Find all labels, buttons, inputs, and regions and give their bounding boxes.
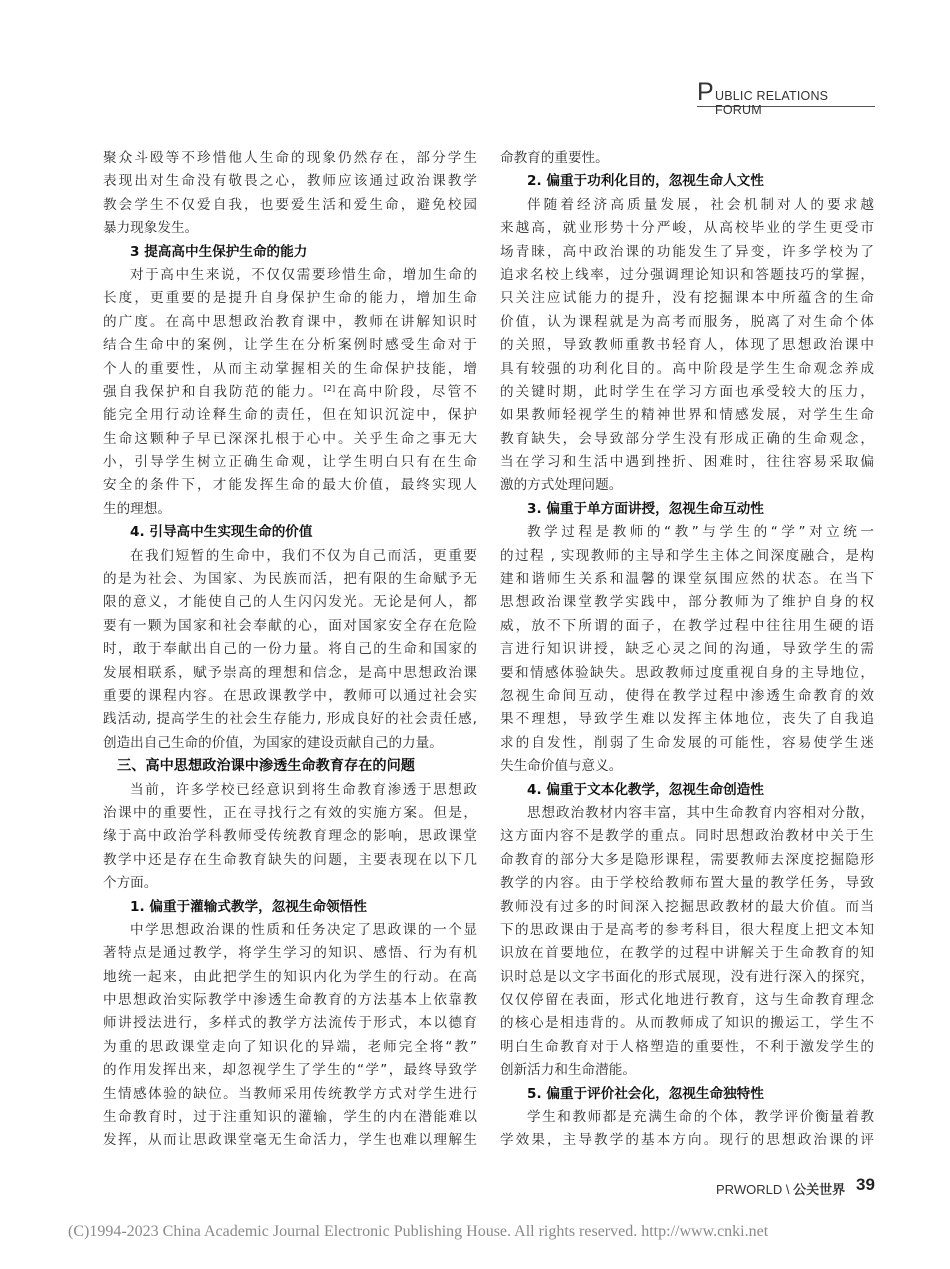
text-line: 识放在首要地位，在教学的过程中讲解关于生命教育的知 [500, 945, 874, 962]
text-line: 限的意义，才能使自己的人生闪闪发光。无论是何人，都 [103, 594, 477, 611]
text-line: 著特点是通过教学，将学生学习的知识、感悟、行为有机 [103, 945, 477, 962]
text-line: 威，放不下所谓的面子，在教学过程中往往用生硬的语 [500, 617, 874, 634]
text-line: 生命教育时，过于注重知识的灌输，学生的内在潜能难以 [103, 1109, 477, 1126]
text-line: 激的方式处理问题。 [500, 477, 623, 494]
subheading: 1. 偏重于灌输式教学，忽视生命领悟性 [130, 898, 367, 915]
text-line: 的关键时期，此时学生在学习方面也承受较大的压力， [500, 383, 874, 400]
text-line: 强自我保护和自我防范的能力。[2]在高中阶段，尽管不 [103, 383, 477, 400]
footer-separator: \ [782, 1182, 794, 1197]
footer-brand [716, 1179, 845, 1198]
text-line: 为重的思政课堂走向了知识化的异端，老师完全将“教” [103, 1038, 477, 1055]
right-column [500, 147, 874, 1153]
text-line: 践活动, 提高学生的社会生存能力, 形成良好的社会责任感, [103, 711, 477, 728]
text-line: 教学的内容。由于学校给教师布置大量的教学任务，导致 [500, 875, 874, 892]
page-number: 39 [856, 1175, 875, 1194]
text-line: 长度，更重要的是提升自身保护生命的能力，增加生命 [103, 290, 477, 307]
copyright-watermark: (C)1994-2023 China Academic Journal Electronic Publishing House. All rights reserved. http://www.cnki.net [68, 1223, 769, 1240]
text-line: 如果教师轻视学生的精神世界和情感发展，对学生生命 [500, 407, 874, 424]
text-line: 暴力现象发生。 [103, 220, 199, 237]
text-line: 思想政治课堂教学实践中，部分教师为了维护自身的权 [500, 594, 874, 611]
text-line: 创新活力和生命潜能。 [500, 1062, 636, 1079]
subheading: 3. 偏重于单方面讲授，忽视生命互动性 [527, 500, 764, 517]
subheading: 4. 偏重于文本化教学，忽视生命创造性 [527, 781, 764, 798]
text-line: 追求名校上线率，过分强调理论知识和答题技巧的掌握， [500, 266, 874, 283]
text-line: 仅仅停留在表面，形式化地进行教育，这与生命教育理念 [500, 992, 874, 1009]
text-line: 师讲授法进行，多样式的教学方法流传于形式，本以德育 [103, 1015, 477, 1032]
text-line: 教师没有过多的时间深入挖掘思政教材的最大价值。而当 [500, 898, 874, 915]
text-line: 当前，许多学校已经意识到将生命教育渗透于思想政 [130, 781, 477, 798]
text-line: 言进行知识讲授，缺乏心灵之间的沟通，导致学生的需 [500, 641, 874, 658]
left-column [103, 147, 477, 1153]
text-line: 价值，认为课程就是为高考而服务，脱离了对生命个体 [500, 313, 874, 330]
text-line: 命教育的部分大多是隐形课程，需要教师去深度挖掘隐形 [500, 851, 874, 868]
section-heading: 三、高中思想政治课中渗透生命教育存在的问题 [117, 758, 415, 775]
text-line: 识时总是以文字书面化的形式展现，没有进行深入的探究， [500, 968, 874, 985]
footer-brand-en: PRWORLD [716, 1182, 783, 1197]
subheading: 2. 偏重于功利化目的，忽视生命人文性 [527, 173, 764, 190]
text-line: 教会学生不仅爱自我，也要爱生活和爱生命，避免校园 [103, 196, 477, 213]
text-line: 地统一起来，由此把学生的知识内化为学生的行动。在高 [103, 968, 477, 985]
subheading: 5. 偏重于评价社会化，忽视生命独特性 [527, 1085, 764, 1102]
text-line: 伴随着经济高质量发展，社会机制对人的要求越 [527, 196, 874, 213]
text-line: 来越高，就业形势十分严峻，从高校毕业的学生更受市 [500, 220, 874, 237]
text-line: 思想政治教材内容丰富，其中生命教育内容相对分散， [527, 804, 874, 821]
header-title: UBLIC RELATIONS FORUM [715, 89, 829, 117]
footer-brand-cn: 公关世界 [793, 1182, 846, 1197]
text-line: 失生命价值与意义。 [500, 758, 623, 775]
text-line: 要有一颗为国家和社会奉献的心，面对国家安全存在危险 [103, 617, 477, 634]
text-line: 结合生命中的案例，让学生在分析案例时感受生命对于 [103, 337, 477, 354]
text-line: 学效果，主导教学的基本方向。现行的思想政治课的评 [500, 1132, 874, 1149]
text-line: 生情感体验的缺位。当教师采用传统教学方式对学生进行 [103, 1085, 477, 1102]
text-line: 生命这颗种子早已深深扎根于心中。关乎生命之事无大 [103, 430, 477, 447]
text-line: 创造出自己生命的价值，为国家的建设贡献自己的力量。 [103, 734, 443, 751]
text-line: 场青睐，高中政治课的功能发生了异变，许多学校为了 [500, 243, 874, 260]
text-line: 的核心是相违背的。从而教师成了知识的搬运工，学生不 [500, 1015, 874, 1032]
text-line: 发展相联系，赋予崇高的理想和信念，是高中思想政治课 [103, 664, 477, 681]
text-line: 个人的重要性，从而主动掌握相关的生命保护技能，增 [103, 360, 477, 377]
text-line: 教育缺失，会导致部分学生没有形成正确的生命观念， [500, 430, 874, 447]
text-line: 对于高中生来说，不仅仅需要珍惜生命，增加生命的 [130, 266, 477, 283]
text-line: 教学中还是存在生命教育缺失的问题，主要表现在以下几 [103, 851, 477, 868]
subheading: 4. 引导高中生实现生命的价值 [130, 524, 313, 541]
text-line: 的关照，导致教师重教书轻育人，体现了思想政治课中 [500, 337, 874, 354]
text-line: 的广度。在高中思想政治教育课中，教师在讲解知识时 [103, 313, 477, 330]
text-line: 的过程 , 实现教师的主导和学生主体之间深度融合，是构 [500, 547, 874, 564]
text-line: 要和情感体验缺失。思政教师过度重视自身的主导地位， [500, 664, 874, 681]
citation-ref: [2] [323, 383, 336, 393]
text-line: 在我们短暂的生命中，我们不仅为自己而活，更重要 [130, 547, 477, 564]
text-line: 教学过程是教师的“教”与学生的“学”对立统一 [527, 524, 874, 541]
text-line: 中思想政治实际教学中渗透生命教育的方法基本上依靠教 [103, 992, 477, 1009]
text-line: 这方面内容不是教学的重点。同时思想政治教材中关于生 [500, 828, 874, 845]
text-line: 忽视生命间互动，使得在教学过程中渗透生命教育的效 [500, 687, 874, 704]
text-line: 重要的课程内容。在思政课教学中，教师可以通过社会实 [103, 687, 477, 704]
text-line: 当在学习和生活中遇到挫折、困难时，往往容易采取偏 [500, 454, 874, 471]
text-line: 求的自发性，削弱了生命发展的可能性，容易使学生迷 [500, 734, 874, 751]
text-line: 的作用发挥出来，却忽视学生了学生的“学”，最终导致学 [103, 1062, 477, 1079]
text-line: 发挥，从而让思政课堂毫无生命活力，学生也难以理解生 [103, 1132, 477, 1149]
text-line: 生的理想。 [103, 500, 171, 517]
text-line: 学生和教师都是充满生命的个体，教学评价衡量着教 [527, 1109, 874, 1126]
text-line: 时，敢于奉献出自己的一份力量。将自己的生命和国家的 [103, 641, 477, 658]
journal-header [697, 78, 875, 117]
text-line: 聚众斗殴等不珍惜他人生命的现象仍然存在，部分学生 [103, 150, 477, 166]
text-line: 明白生命教育对于人格塑造的重要性，不利于激发学生的 [500, 1038, 874, 1055]
text-line: 安全的条件下，才能发挥生命的最大价值，最终实现人 [103, 477, 477, 494]
text-line: 的是为社会、为国家、为民族而活，把有限的生命赋予无 [103, 571, 477, 588]
text-line: 建和谐师生关系和温馨的课堂氛围应然的状态。在当下 [500, 571, 874, 588]
text-line: 中学思想政治课的性质和任务决定了思政课的一个显 [130, 921, 477, 938]
text-line: 治课中的重要性，正在寻找行之有效的实施方案。但是， [103, 804, 477, 821]
text-line: 下的思政课由于是高考的参考科目，很大程度上把文本知 [500, 921, 874, 938]
text-line: 果不理想，导致学生难以发挥主体地位，丧失了自我追 [500, 711, 874, 728]
text-line: 小，引导学生树立正确生命观，让学生明白只有在生命 [103, 454, 477, 471]
text-line: 表现出对生命没有敬畏之心，教师应该通过政治课教学 [103, 173, 477, 190]
text-line: 只关注应试能力的提升，没有挖掘课本中所蕴含的生命 [500, 290, 874, 307]
text-line: 能完全用行动诠释生命的责任，但在知识沉淀中，保护 [103, 407, 477, 424]
subheading: 3 提高高中生保护生命的能力 [130, 243, 308, 260]
text-line: 个方面。 [103, 875, 158, 892]
text-line: 具有较强的功利化目的。高中阶段是学生生命观念养成 [500, 360, 874, 377]
header-initial: P [697, 78, 714, 106]
text-line: 命教育的重要性。 [500, 150, 609, 166]
text-line: 缘于高中政治学科教师受传统教育理念的影响，思政课堂 [103, 828, 477, 845]
